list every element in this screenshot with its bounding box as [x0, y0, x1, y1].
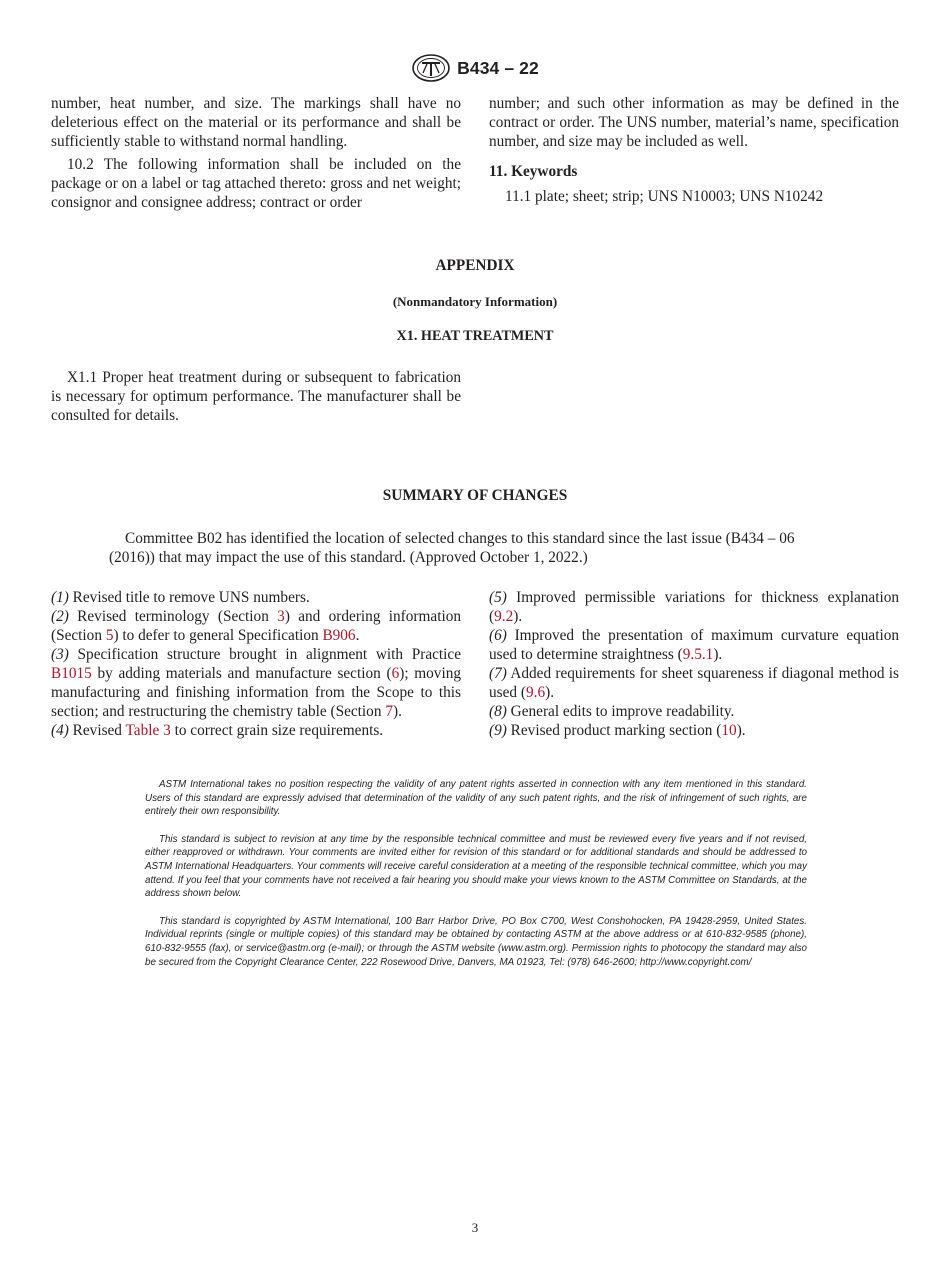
item-number: (8)	[489, 703, 507, 720]
item-text: General edits to improve readability.	[510, 703, 735, 720]
item-number: (5)	[489, 589, 507, 606]
item-text: Improved permissible variations for thickness explanation (	[489, 589, 899, 625]
item-text: .	[355, 627, 360, 644]
section-7-link[interactable]: 7	[385, 703, 393, 720]
revision-notice: This standard is subject to revision at any time by the responsible technical committee and must be reviewed every five years and if not revised, either reapproved or withdrawn. Your comments are invited either for revision of this standard or for additional standards and should be addressed to ASTM International Headquarters. Your comments will receive careful consideration at a meeting of the responsible technical committee, which you may attend. If you feel that your comments have not received a fair hearing you should make your views known to the ASTM Committee on Standards, at the address shown below.	[145, 833, 807, 900]
left-column-top	[51, 94, 461, 212]
table-3-link[interactable]: Table 3	[125, 722, 171, 739]
section-9-5-1-link[interactable]: 9.5.1	[682, 646, 714, 663]
item-text: Revised title to remove UNS numbers.	[72, 589, 310, 606]
item-text: ).	[513, 608, 523, 625]
summary-intro-text: Committee B02 has identified the location of selected changes to this standard since the last issue (B434 – 06 (2016)) that may impact the use of this standard. (Approved October 1, 2022.)	[109, 530, 795, 566]
keywords-heading: 11. Keywords	[489, 163, 578, 180]
section-5-link[interactable]: 5	[105, 627, 114, 644]
list-item	[489, 702, 899, 721]
item-text: Specification structure brought in alignment with Practice	[77, 646, 462, 663]
astm-logo-icon	[411, 54, 451, 82]
list-item	[489, 588, 899, 626]
section-6-link[interactable]: 6	[391, 665, 400, 682]
item-text: Improved the presentation of maximum curvature equation used to determine straightness (	[489, 627, 900, 663]
item-text: ).	[713, 646, 723, 663]
item-number: (1)	[51, 589, 69, 606]
item-text: ); moving manufacturing and finishing information from the Scope to this section; and restructuring the chemistry table (Section	[51, 665, 461, 720]
paragraph-marking-continuation: number, heat number, and size. The markings shall have no deleterious effect on the material or its performance and shall be sufficiently stable to withstand normal handling.	[51, 95, 461, 150]
summary-list-right	[489, 588, 899, 740]
item-number: (7)	[489, 665, 507, 682]
item-text: ) and ordering information (Section	[51, 608, 462, 644]
copyright-notice: This standard is copyrighted by ASTM International, 100 Barr Harbor Drive, PO Box C700, West Conshohocken, PA 19428-2959, United States. Individual reprints (single or multiple copies) of this standard may be obtained by contacting ASTM at the above address or at 610-832-9585 (phone), 610-832-9555 (fax), or service@astm.org (e-mail); or through the ASTM website (www.astm.org). Permission rights to photocopy the standard may also be secured from the Copyright Clearance Center, 222 Rosewood Drive, Danvers, MA 01923, Tel: (978) 646-2600; http://www.copyright.com/	[145, 915, 807, 968]
item-number: (6)	[489, 627, 507, 644]
b906-link[interactable]: B906	[322, 627, 356, 644]
item-text: ).	[392, 703, 402, 720]
item-text: Added requirements for sheet squareness if diagonal method is used (	[489, 665, 899, 701]
item-number: (3)	[51, 646, 69, 663]
appendix-title: APPENDIX	[435, 257, 515, 274]
list-item	[51, 721, 461, 740]
summary-list-left	[51, 588, 461, 740]
b1015-link[interactable]: B1015	[51, 665, 92, 682]
item-text: Revised	[72, 722, 126, 739]
list-item	[51, 607, 461, 645]
appendix-subtitle: (Nonmandatory Information)	[392, 294, 558, 309]
item-text: ).	[545, 684, 555, 701]
document-designation: B434 – 22	[457, 57, 539, 78]
item-number: (4)	[51, 722, 69, 739]
page-number: 3	[471, 1220, 479, 1235]
paragraph-10-2: 10.2 The following information shall be included on the package or on a label or tag attached thereto: gross and net weight; consignor and consignee address; contract or order	[51, 156, 461, 211]
item-text: to correct grain size requirements.	[170, 722, 384, 739]
item-text: ) to defer to general Specification	[113, 627, 323, 644]
item-number: (9)	[489, 722, 507, 739]
list-item	[51, 645, 461, 721]
legal-notices	[145, 778, 807, 969]
item-text: Revised terminology (Section	[77, 608, 278, 625]
item-text: ).	[736, 722, 746, 739]
list-item	[489, 626, 899, 664]
item-text: by adding materials and manufacture section (	[91, 665, 392, 682]
appendix-section-heading: X1. HEAT TREATMENT	[396, 328, 554, 344]
paragraph-order-continuation: number; and such other information as may be defined in the contract or order. The UNS number, material’s name, specification number, and size may be included as well.	[489, 95, 899, 150]
right-column-top	[489, 94, 899, 206]
item-number: (2)	[51, 608, 69, 625]
patent-notice: ASTM International takes no position respecting the validity of any patent rights asserted in connection with any item mentioned in this standard. Users of this standard are expressly advised that determination of the validity of any such patent rights, and the risk of infringement of such rights, are entirely their own responsibility.	[145, 779, 807, 818]
keywords-text: 11.1 plate; sheet; strip; UNS N10003; UNS N10242	[505, 188, 824, 205]
summary-title: SUMMARY OF CHANGES	[382, 487, 568, 504]
appendix-paragraph-x1-1	[51, 368, 461, 425]
appendix-paragraph-text: X1.1 Proper heat treatment during or subsequent to fabrication is necessary for optimum performance. The manufacturer shall be consulted for details.	[51, 369, 461, 424]
summary-intro	[109, 529, 841, 567]
list-item	[51, 588, 461, 607]
section-10-link[interactable]: 10	[721, 722, 737, 739]
item-text: Revised product marking section (	[510, 722, 722, 739]
section-9-2-link[interactable]: 9.2	[494, 608, 514, 625]
list-item	[489, 664, 899, 702]
page-header	[0, 54, 950, 82]
section-9-6-link[interactable]: 9.6	[525, 684, 546, 701]
section-3-link[interactable]: 3	[277, 608, 285, 625]
list-item	[489, 721, 899, 740]
